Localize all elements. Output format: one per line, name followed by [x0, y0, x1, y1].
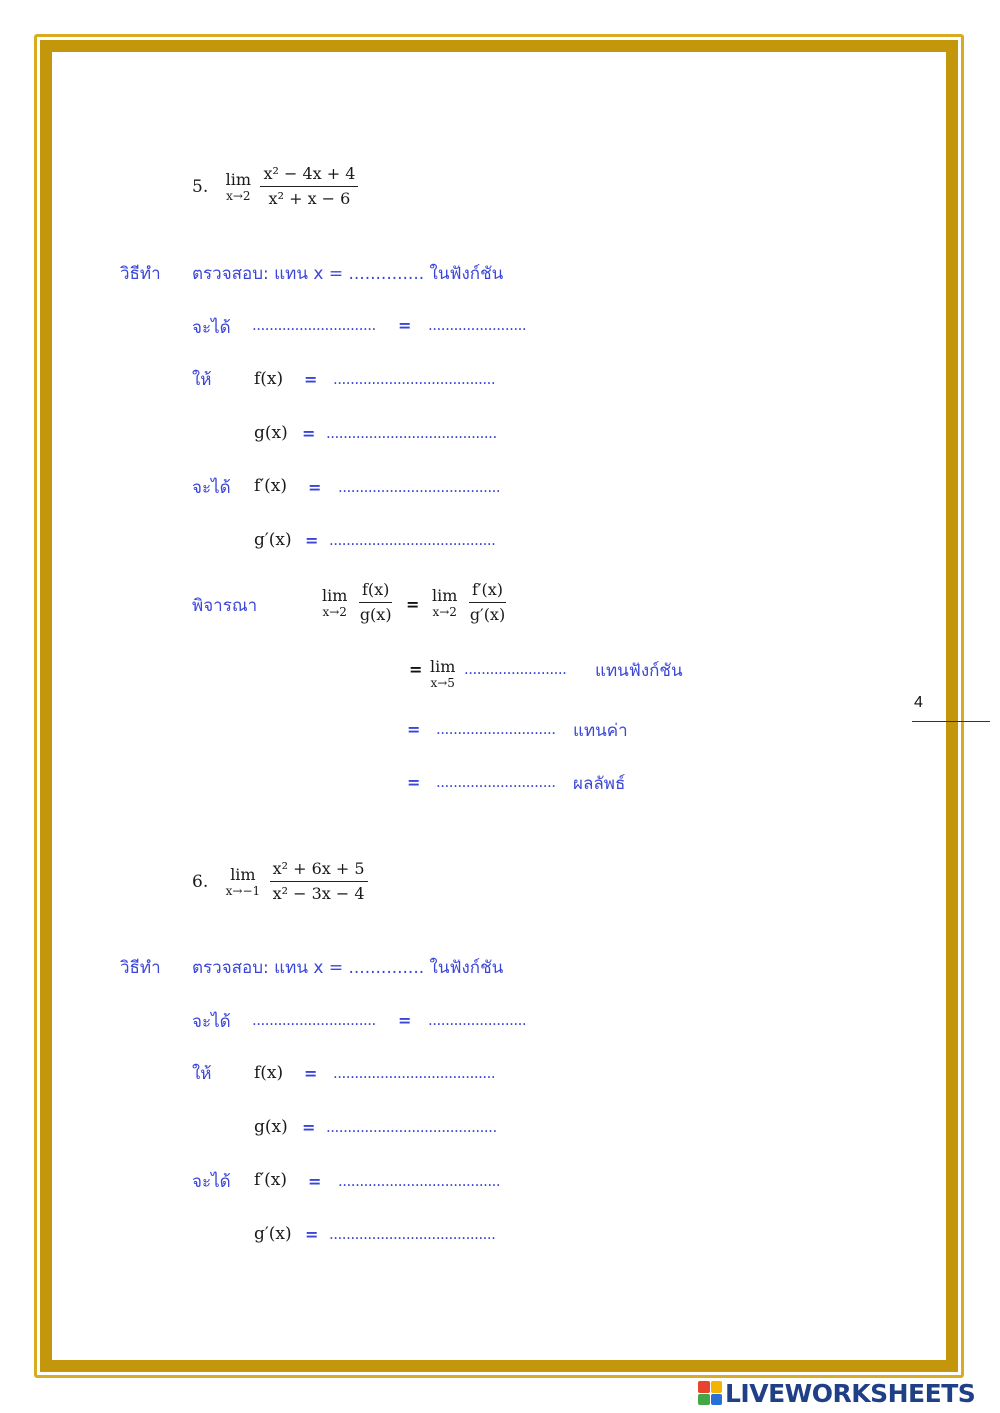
equals-sign: =	[305, 1225, 319, 1244]
equals-sign: =	[304, 370, 318, 389]
deriv-label: จะได้	[192, 478, 231, 498]
blank-step2[interactable]: ............................	[436, 720, 556, 738]
equals-sign: =	[407, 773, 421, 792]
f-label: f(x)	[254, 1063, 284, 1083]
method-label: วิธีทำ	[120, 264, 161, 284]
problem-number: 6.	[192, 871, 209, 892]
blank-substitution-left[interactable]: .............................	[252, 1011, 376, 1029]
blank-substitution-left[interactable]: .............................	[252, 316, 376, 334]
brand-tile	[698, 1381, 710, 1393]
step1-note: แทนฟังก์ชัน	[595, 661, 683, 681]
brand-tile	[711, 1394, 723, 1406]
equals-sign: =	[409, 660, 423, 679]
g-prime-label: g′(x)	[254, 1224, 292, 1244]
blank-f[interactable]: ......................................	[333, 1064, 496, 1082]
g-label: g(x)	[254, 1117, 288, 1137]
problem-number: 5.	[192, 176, 209, 197]
limit-operator: lim x→2	[225, 169, 252, 203]
brand-tile	[711, 1381, 723, 1393]
limit-operator: lim x→−1	[225, 864, 261, 898]
problem-5-expression	[192, 164, 358, 209]
denominator: x² − 3x − 4	[272, 884, 365, 903]
blank-substitution-right[interactable]: .......................	[428, 316, 527, 334]
consider-label: พิจารณา	[192, 596, 258, 616]
equals-sign: =	[308, 478, 322, 497]
denominator: x² + x − 6	[268, 189, 351, 208]
f-prime-label: f′(x)	[254, 1170, 288, 1190]
limit-fraction	[260, 164, 358, 209]
liveworksheets-logo[interactable]	[698, 1378, 975, 1408]
equals-sign: =	[407, 720, 421, 739]
equals-sign: =	[304, 1064, 318, 1083]
lhopital-rhs: lim x→2 $\frac{f'(x)}{g'(x)}$	[432, 580, 506, 624]
numerator: x² − 4x + 4	[260, 164, 358, 187]
f-label: f(x)	[254, 369, 284, 389]
equals-sign: =	[302, 424, 316, 443]
step3-note: ผลลัพธ์	[573, 774, 626, 794]
blank-f-prime[interactable]: ......................................	[338, 478, 501, 496]
limit-fraction	[270, 859, 368, 904]
blank-g-prime[interactable]: .......................................	[329, 531, 496, 549]
blank-g[interactable]: ........................................	[326, 424, 497, 442]
page-number: 4	[914, 694, 923, 711]
blank-f[interactable]: ......................................	[333, 370, 496, 388]
let-label: ให้	[192, 370, 212, 390]
brand-tile	[698, 1394, 710, 1406]
blank-step1[interactable]: ........................	[464, 660, 567, 678]
get-label: จะได้	[192, 1012, 231, 1032]
step1-limit: lim x→5	[430, 657, 456, 690]
deriv-label: จะได้	[192, 1172, 231, 1192]
f-prime-label: f′(x)	[254, 476, 288, 496]
get-label: จะได้	[192, 318, 231, 338]
check-instruction[interactable]: ตรวจสอบ: แทน x = .............. ในฟังก์ชัน	[192, 958, 504, 978]
equals-sign: =	[302, 1118, 316, 1137]
equals-sign: =	[406, 595, 420, 614]
blank-step3[interactable]: ............................	[436, 773, 556, 791]
check-instruction[interactable]: ตรวจสอบ: แทน x = .............. ในฟังก์ชัน	[192, 264, 504, 284]
problem-6-expression	[192, 859, 368, 904]
equals-sign: =	[308, 1172, 322, 1191]
let-label: ให้	[192, 1064, 212, 1084]
brand-mark-icon	[698, 1381, 722, 1405]
brand-name: LIVEWORKSHEETS	[725, 1378, 976, 1408]
blank-substitution-right[interactable]: .......................	[428, 1011, 527, 1029]
method-label: วิธีทำ	[120, 958, 161, 978]
page-number-rule	[912, 721, 990, 722]
equals-sign: =	[398, 316, 412, 335]
equals-sign: =	[305, 531, 319, 550]
blank-f-prime[interactable]: ......................................	[338, 1172, 501, 1190]
blank-g-prime[interactable]: .......................................	[329, 1225, 496, 1243]
blank-g[interactable]: ........................................	[326, 1118, 497, 1136]
step2-note: แทนค่า	[573, 721, 628, 741]
g-label: g(x)	[254, 423, 288, 443]
g-prime-label: g′(x)	[254, 530, 292, 550]
equals-sign: =	[398, 1011, 412, 1030]
numerator: x² + 6x + 5	[270, 859, 368, 882]
lhopital-lhs: lim x→2 $\frac{f(x)}{g(x)}$	[322, 580, 392, 624]
